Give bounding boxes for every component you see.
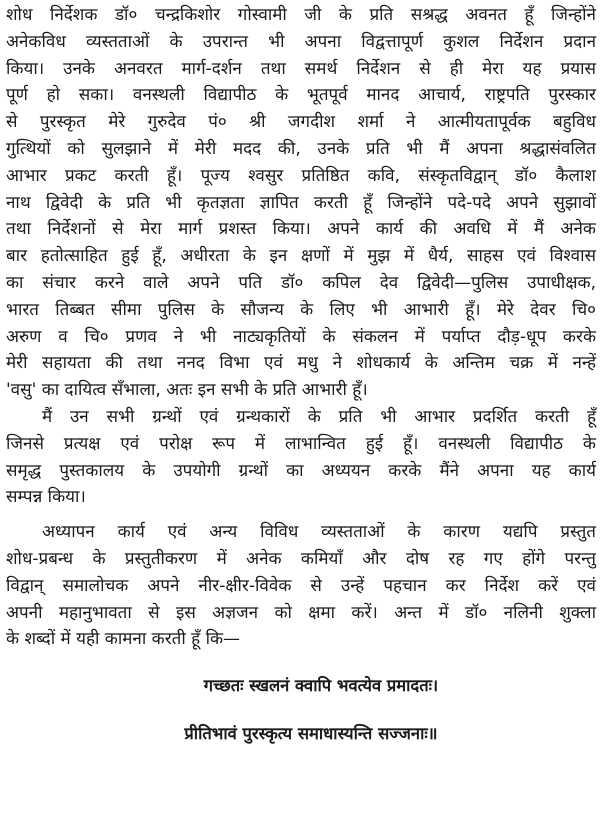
document-page [6,2,596,747]
text-line: से पुरस्कृत मेरे गुरुदेव पं० श्री जगदीश शर्मा ने आत्मीयतापूर्वक बहुविध [6,112,596,133]
text-line: पूर्ण हो सका। वनस्थली विद्यापीठ के भूतपूर्व मानद आचार्य, राष्ट्रपति पुरस्कार [6,85,596,106]
paragraph-apology [6,519,596,653]
text-line: 'वसु' का दायित्व सँभाला, अतः इन सभी के प्रति आभारी हूँ। [6,380,368,401]
text-line: अध्यापन कार्य एवं अन्य विविध व्यस्तताओं के कारण यद्यपि प्रस्तुत [42,522,596,543]
text-line: गुत्थियों को सुलझाने में मेरी मदद की, उनके प्रति भी मैं अपना श्रद्धासंवलित [6,138,596,159]
text-line: तथा निर्देशनों से मेरा मार्ग प्रशस्त किया। अपने कार्य की अवधि में मैं अनेक [6,219,596,240]
text-line: मैं उन सभी ग्रन्थों एवं ग्रन्थकारों के प्रति भी आभार प्रदर्शित करती हूँ [42,406,596,427]
text-line: शोध-प्रबन्ध के प्रस्तुतीकरण में अनेक कमियाँ और दोष रह गए होंगे परन्तु [6,548,596,569]
text-line: आभार प्रकट करती हूँ। पूज्य श्वसुर प्रतिष्ठित कवि, संस्कृतविद्वान् डॉ० कैलाश [6,165,596,186]
text-line: अरुण व चि० प्रणव ने भी नाट्यकृतियों के संकलन में पर्याप्त दौड़-धूप करके [6,326,596,347]
text-line: नाथ द्विवेदी के प्रति भी कृतज्ञता ज्ञापित करती हूँ जिन्होंने पदे-पदे अपने सुझावों [6,192,596,213]
paragraph-acknowledgement-books [6,404,596,511]
text-line: अनेकविध व्यस्तताओं के उपरान्त भी अपना विद्वत्तापूर्ण कुशल निर्देशन प्रदान [6,31,596,52]
text-line: के शब्दों में यही कामना करती हूँ कि— [6,629,241,650]
text-line: किया। उनके अनवरत मार्ग-दर्शन तथा समर्थ निर्देशन से ही मेरा यह प्रयास [6,58,596,79]
paragraph-gap [6,511,596,519]
text-line: विद्वान् समालोचक अपने नीर-क्षीर-विवेक से उन्हें पहचान कर निर्देश करें एवं [6,575,596,596]
text-line: सम्पन्न किया। [6,487,86,508]
text-line: मेरी सहायता की तथा ननद विभा एवं मधु ने शोधकार्य के अन्तिम चक्र में नन्हें [6,353,596,374]
text-line: शोध निर्देशक डॉ० चन्द्रकिशोर गोस्वामी जी के प्रति सश्रद्ध अवनत हूँ जिन्होंने [6,5,596,25]
text-line: बार हतोत्साहित हुई हूँ, अधीरता के इन क्षणों में मुझ में धैर्य, साहस एवं विश्वास [6,246,596,267]
text-line: का संचार करने वाले अपने पति डॉ० कपिल देव द्विवेदी—पुलिस उपाधीक्षक, [6,272,596,293]
text-line: अपनी महानुभावता से इस अज्ञजन को क्षमा करें। अन्त में डॉ० नलिनी शुक्ला [6,602,596,623]
text-line: भारत तिब्बत सीमा पुलिस के सौजन्य के लिए भी आभारी हूँ। मेरे देवर चि० [6,299,596,320]
text-line: समृद्ध पुस्तकालय के उपयोगी ग्रन्थों का अध्ययन करके मैंने अपना यह कार्य [6,460,596,481]
verse-line-2: प्रीतिभावं पुरस्कृत्य समाधास्यन्ति सज्जनाः॥ [184,724,438,744]
paragraph-acknowledgement-guides [6,2,596,404]
text-line: जिनसे प्रत्यक्ष एवं परोक्ष रूप में लाभान्वित हुई हूँ। वनस्थली विद्यापीठ के [6,433,596,454]
verse-line-1: गच्छतः स्खलनं क्वापि भवत्येव प्रमादतः। [203,676,439,696]
